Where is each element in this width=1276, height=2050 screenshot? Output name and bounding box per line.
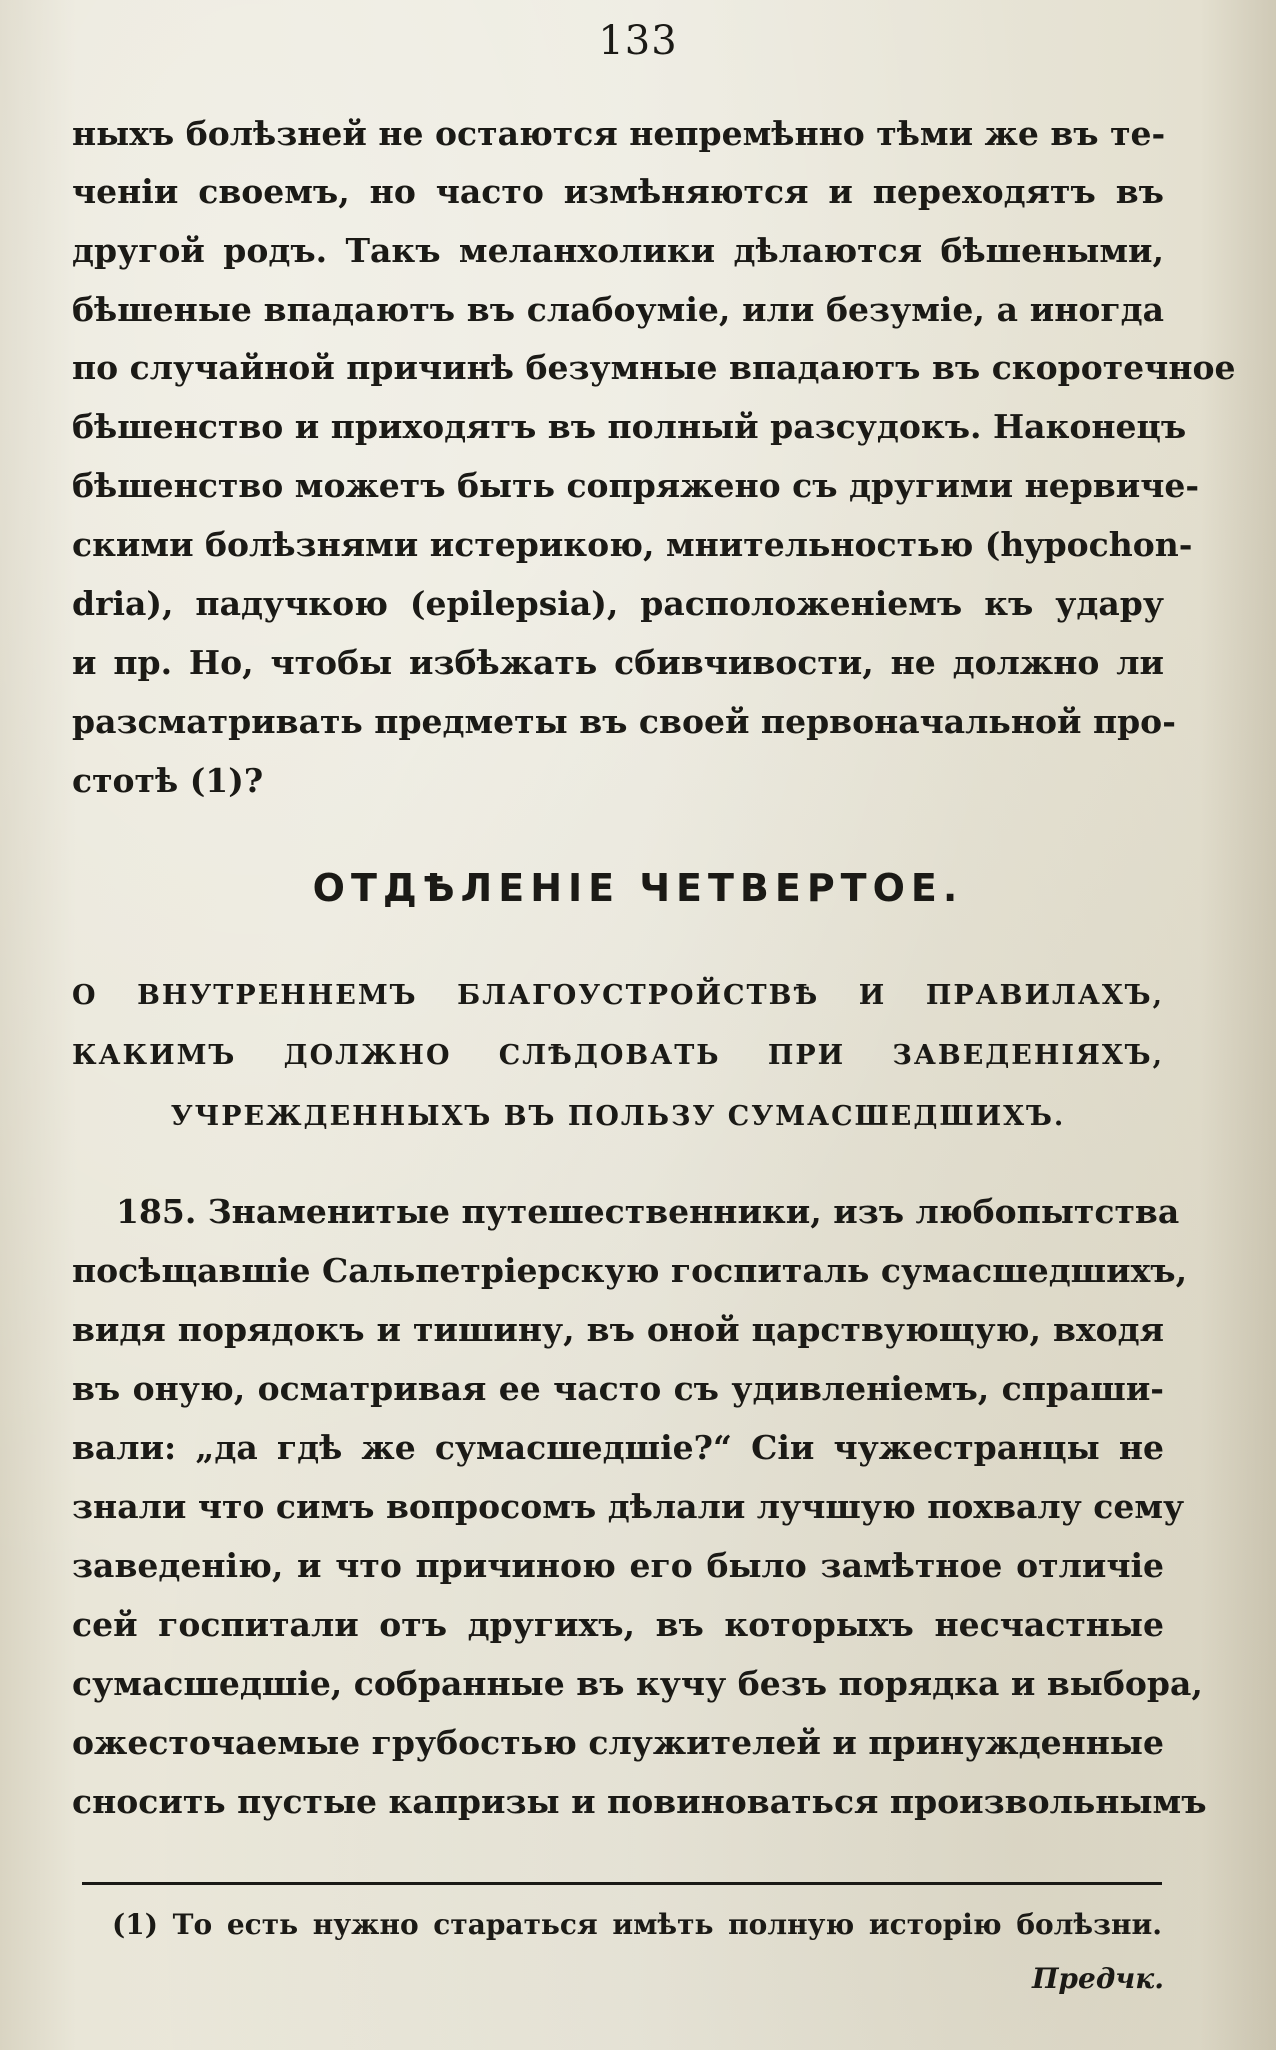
text-line: въ оную, осматривая ее часто съ удивленіемъ, спраши- xyxy=(72,1369,1164,1408)
text-line: бѣшенство можетъ быть сопряжено съ другими нервиче- xyxy=(72,466,1200,505)
subtitle-line: О ВНУТРЕННЕМЪ БЛАГОУСТРОЙСТВѢ И ПРАВИЛАХЪ, xyxy=(72,980,1164,1011)
footnote-divider xyxy=(82,1882,1162,1885)
text-line: сумасшедшіе, собранные въ кучу безъ порядка и выбора, xyxy=(72,1664,1203,1703)
page-number: 133 xyxy=(598,18,678,64)
text-line: заведенію, и что причиною его было замѣтное отличіе xyxy=(72,1546,1164,1585)
text-line: ныхъ болѣзней не остаются непремѣнно тѣми же въ те- xyxy=(72,114,1166,153)
text-line: стотѣ (1)? xyxy=(72,761,264,800)
text-line: 185. Знаменитые путешественники, изъ любопытства xyxy=(116,1192,1180,1231)
text-line: ченіи своемъ, но часто измѣняются и переходятъ въ xyxy=(72,172,1164,211)
subtitle-line: УЧРЕЖДЕННЫХЪ ВЪ ПОЛЬЗУ СУМАСШЕДШИХЪ. xyxy=(170,1101,1066,1132)
text-line: сносить пустые капризы и повиноваться произвольнымъ xyxy=(72,1782,1207,1821)
footnote-signature: Предчк. xyxy=(1031,1962,1164,1995)
text-line: знали что симъ вопросомъ дѣлали лучшую похвалу сему xyxy=(72,1487,1185,1526)
text-line: вали: „да гдѣ же сумасшедшіе?“ Сіи чужестранцы не xyxy=(72,1428,1164,1467)
text-line: бѣшенство и приходятъ въ полный разсудокъ. Наконецъ xyxy=(72,407,1187,446)
text-line: скими болѣзнями истерикою, мнительностью (hypochon- xyxy=(72,525,1193,564)
text-line: ожесточаемые грубостью служителей и принужденные xyxy=(72,1723,1164,1762)
text-line: другой родъ. Такъ меланхолики дѣлаются бѣшеными, xyxy=(72,231,1164,270)
footnote: (1) То есть нужно стараться имѣть полную исторію болѣзни. xyxy=(112,1908,1162,1941)
text-line: видя порядокъ и тишину, въ оной царствующую, входя xyxy=(72,1310,1164,1349)
text-line: по случайной причинѣ безумные впадаютъ въ скоротечное xyxy=(72,348,1236,387)
text-line: посѣщавшіе Сальпетріерскую госпиталь сумасшедшихъ, xyxy=(72,1251,1188,1290)
text-line: dria), падучкою (epilepsia), расположеніемъ къ удару xyxy=(72,584,1164,623)
text-line: сей госпитали отъ другихъ, въ которыхъ несчастные xyxy=(72,1605,1164,1644)
text-line: разсматривать предметы въ своей первоначальной про- xyxy=(72,702,1176,741)
text-line: и пр. Но, чтобы избѣжать сбивчивости, не должно ли xyxy=(72,643,1164,682)
text-line: бѣшеные впадаютъ въ слабоуміе, или безуміе, а иногда xyxy=(72,290,1164,329)
section-heading: ОТДѢЛЕНІЕ ЧЕТВЕРТОЕ. xyxy=(312,866,964,910)
subtitle-line: КАКИМЪ ДОЛЖНО СЛѢДОВАТЬ ПРИ ЗАВЕДЕНІЯХЪ, xyxy=(72,1040,1164,1071)
